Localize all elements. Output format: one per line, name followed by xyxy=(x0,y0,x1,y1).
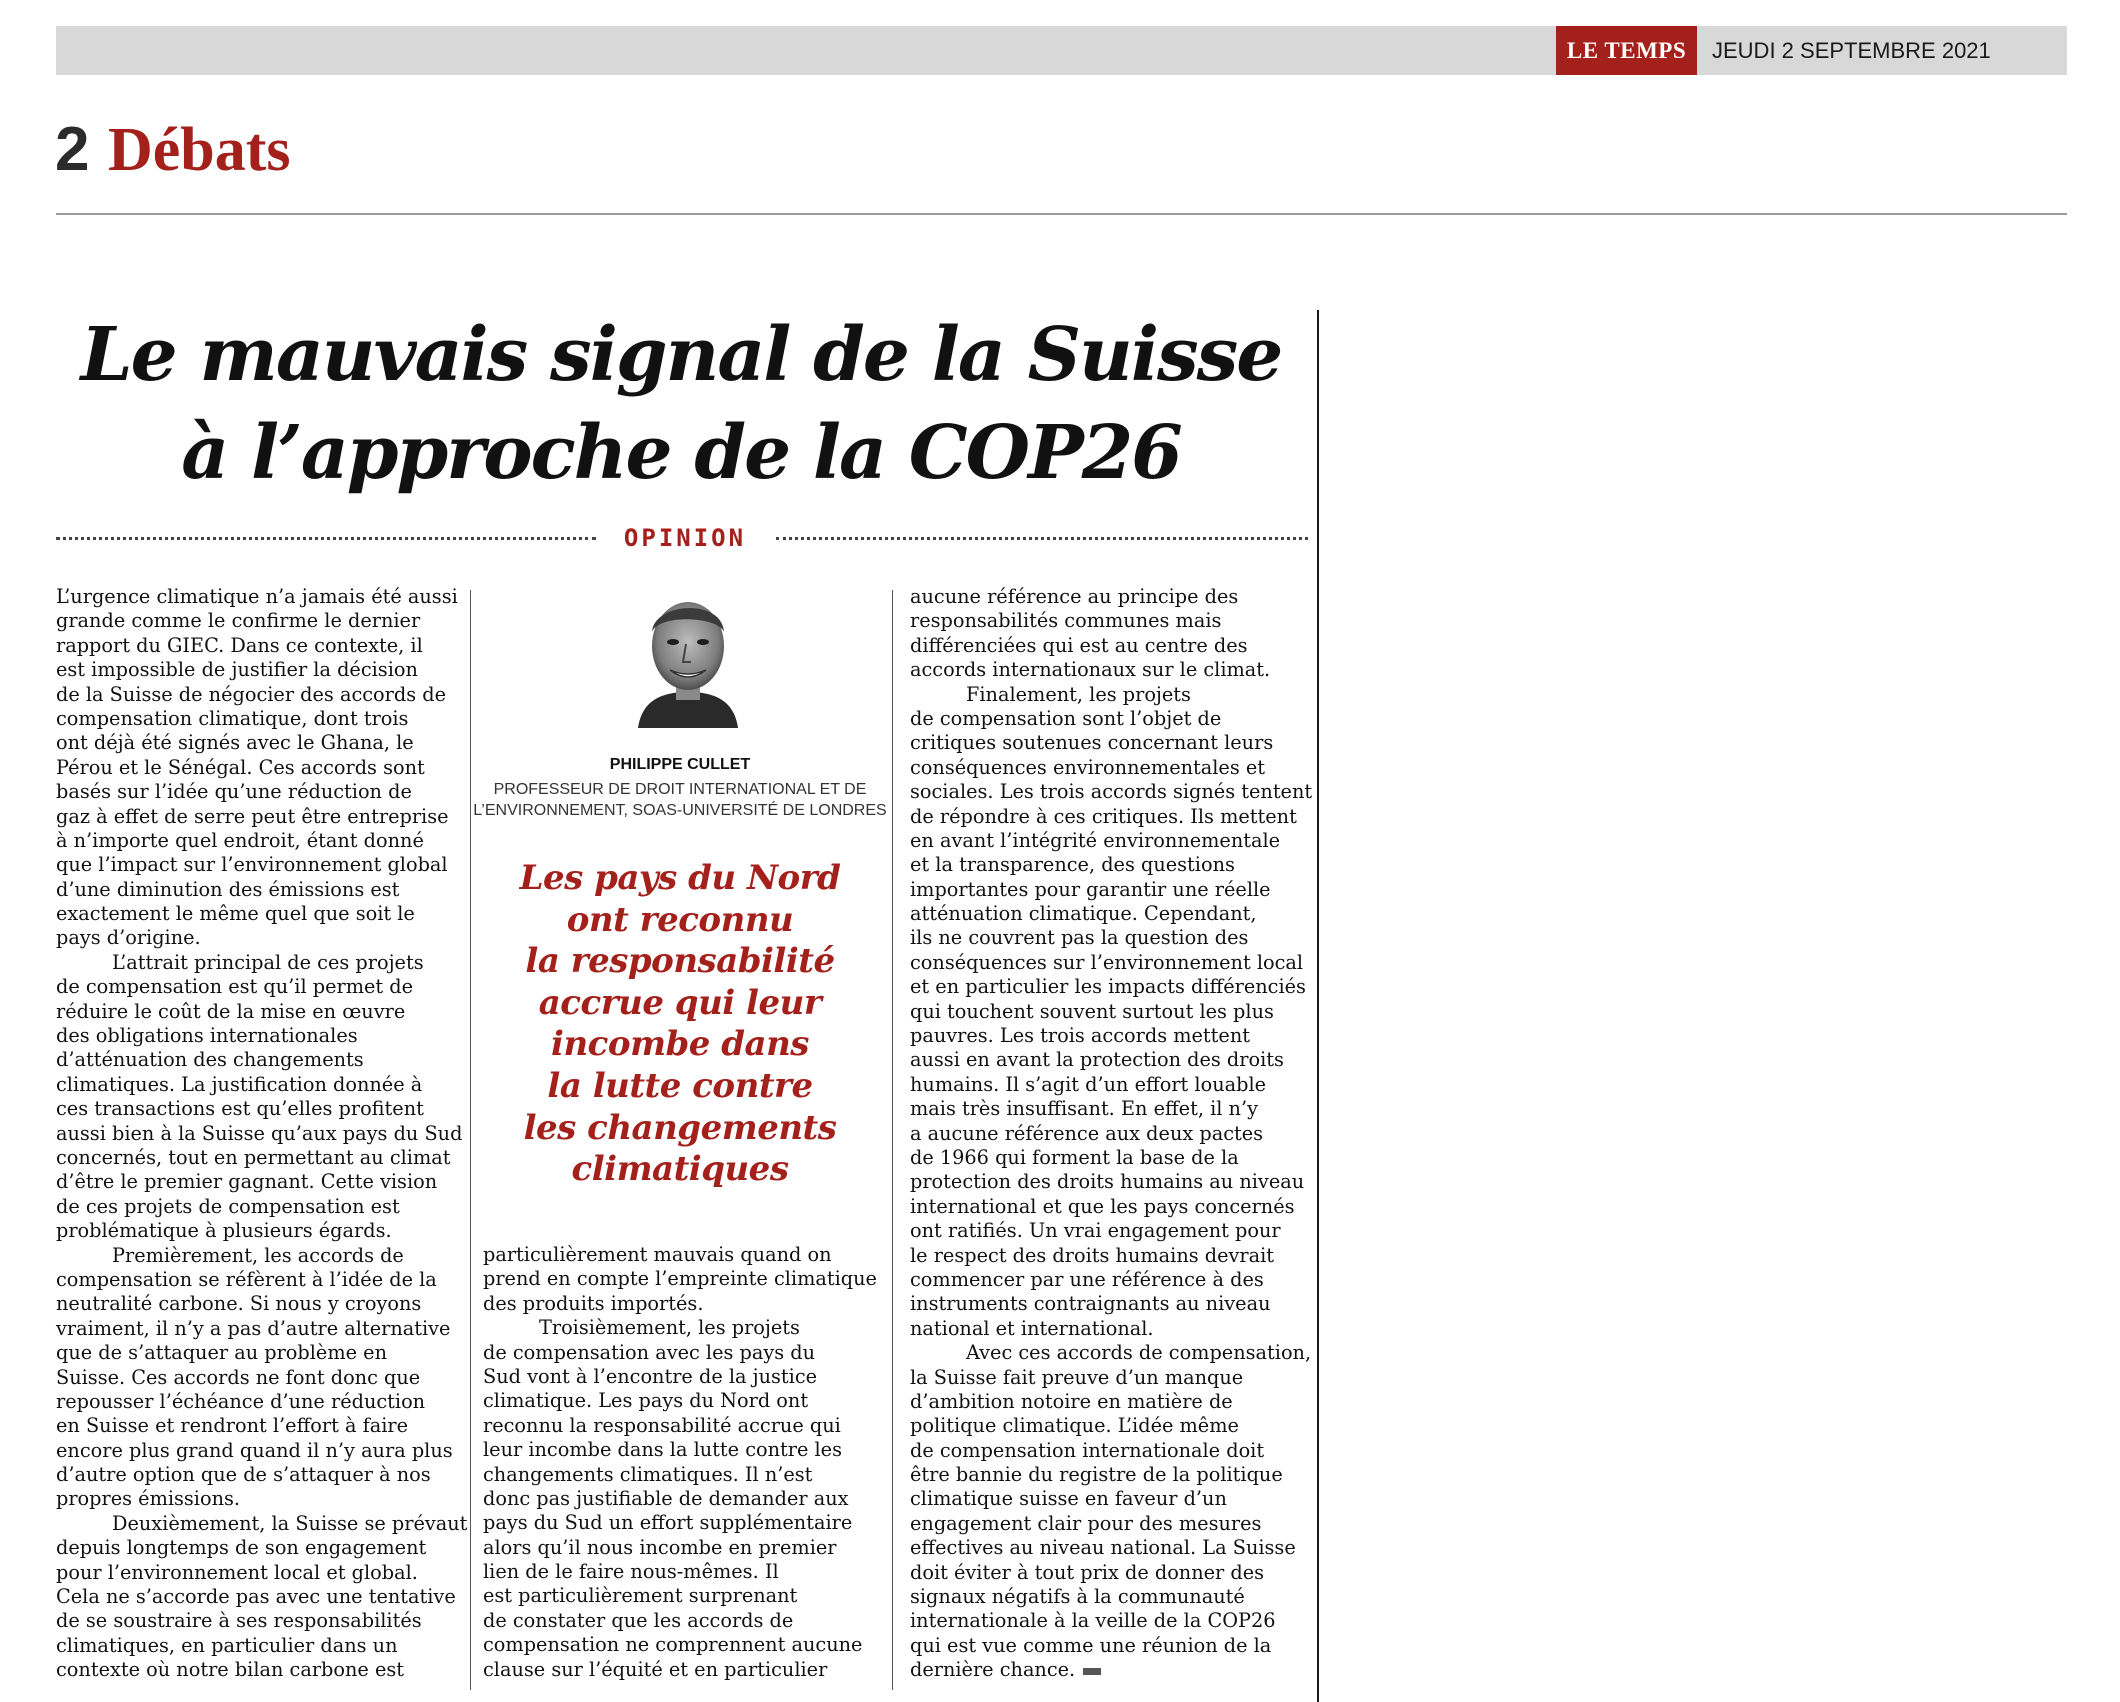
text-line: en avant l’intégrité environnementale xyxy=(910,828,1281,852)
text-line: est impossible de justifier la décision xyxy=(56,658,418,682)
text-line: engagement clair pour des mesures xyxy=(910,1511,1262,1535)
text-line: critiques soutenues concernant leurs xyxy=(910,731,1274,755)
headline-line: Le mauvais signal de la Suisse xyxy=(80,312,1282,398)
text-line: réduire le coût de la mise en œuvre xyxy=(56,999,406,1023)
text-line: de la Suisse de négocier des accords de xyxy=(56,682,446,706)
text-line: des produits importés. xyxy=(483,1291,704,1315)
author-title-line: L’ENVIRONNEMENT, SOAS-UNIVERSITÉ DE LONDRES xyxy=(473,802,887,819)
text-line: pays d’origine. xyxy=(56,926,201,950)
text-line: climatique. Les pays du Nord ont xyxy=(483,1389,809,1413)
article-column-1 xyxy=(56,585,467,1683)
text-line: Premièrement, les accords de xyxy=(112,1243,404,1267)
text-line: d’être le premier gagnant. Cette vision xyxy=(56,1170,438,1194)
text-line: Sud vont à l’encontre de la justice xyxy=(483,1364,818,1388)
column-rule xyxy=(892,590,893,1690)
text-line: ces transactions est qu’elles profitent xyxy=(56,1097,424,1121)
pull-quote-line: Les pays du Nord xyxy=(519,858,841,898)
pull-quote-line: les changements xyxy=(523,1107,837,1148)
text-line: d’une diminution des émissions est xyxy=(56,877,400,901)
text-line: qui touchent souvent surtout les plus xyxy=(910,999,1274,1023)
text-line: de compensation avec les pays du xyxy=(483,1340,816,1364)
text-line: conséquences sur l’environnement local xyxy=(910,950,1304,974)
text-line: qui est vue comme une réunion de la xyxy=(910,1633,1272,1657)
text-line: Finalement, les projets xyxy=(966,682,1191,706)
text-line: et la transparence, des questions xyxy=(910,853,1235,877)
article-column-3 xyxy=(910,585,1312,1683)
text-line: internationale à la veille de la COP26 xyxy=(910,1609,1276,1633)
text-line: depuis longtemps de son engagement xyxy=(56,1536,427,1560)
text-line: compensation ne comprennent aucune xyxy=(483,1633,863,1657)
text-line: Troisièmement, les projets xyxy=(539,1316,800,1340)
column-rule xyxy=(470,590,471,1690)
text-line: ils ne couvrent pas la question des xyxy=(910,926,1249,950)
text-line: que l’impact sur l’environnement global xyxy=(56,853,448,877)
text-line: Avec ces accords de compensation, xyxy=(966,1341,1312,1365)
pull-quote xyxy=(484,858,876,1191)
rubric-label: OPINION xyxy=(623,524,747,552)
text-line: d’ambition notoire en matière de xyxy=(910,1389,1233,1413)
text-line: neutralité carbone. Si nous y croyons xyxy=(56,1292,422,1316)
text-line: instruments contraignants au niveau xyxy=(910,1292,1271,1316)
text-line: prend en compte l’empreinte climatique xyxy=(483,1267,877,1291)
text-line: accords internationaux sur le climat. xyxy=(910,658,1271,682)
text-line: Suisse. Ces accords ne font donc que xyxy=(56,1365,421,1389)
text-line: de compensation internationale doit xyxy=(910,1438,1265,1462)
text-line: d’atténuation des changements xyxy=(56,1048,364,1072)
text-line: atténuation climatique. Cependant, xyxy=(910,902,1257,926)
page-column-divider xyxy=(1317,310,1319,1702)
text-line: de 1966 qui forment la base de la xyxy=(910,1145,1239,1169)
text-line: contexte où notre bilan carbone est xyxy=(56,1658,405,1682)
pull-quote-line: ont reconnu xyxy=(566,899,794,940)
text-line: particulièrement mauvais quand on xyxy=(483,1243,832,1266)
text-line: de compensation est qu’il permet de xyxy=(56,975,414,999)
text-line: de se soustraire à ses responsabilités xyxy=(56,1609,422,1633)
author-name: PHILIPPE CULLET xyxy=(609,756,751,773)
text-line: sociales. Les trois accords signés tentent xyxy=(910,780,1313,804)
text-line: basés sur l’idée qu’une réduction de xyxy=(56,780,412,804)
text-line: pays du Sud un effort supplémentaire xyxy=(483,1511,853,1535)
text-line: alors qu’il nous incombe en premier xyxy=(483,1535,837,1559)
text-line: à n’importe quel endroit, étant donné xyxy=(56,828,424,852)
pull-quote-line: incombe dans xyxy=(551,1024,809,1065)
text-line: aussi en avant la protection des droits xyxy=(910,1048,1284,1072)
text-line: clause sur l’équité et en particulier xyxy=(483,1657,828,1681)
text-line: différenciées qui est au centre des xyxy=(910,633,1248,657)
text-line: L’urgence climatique n’a jamais été aussi xyxy=(56,585,458,608)
publication-date: JEUDI 2 SEPTEMBRE 2021 xyxy=(1712,37,1991,63)
text-line: ont déjà été signés avec le Ghana, le xyxy=(56,731,414,755)
text-line: national et international. xyxy=(910,1316,1154,1340)
text-line: donc pas justifiable de demander aux xyxy=(483,1486,849,1510)
text-line: est particulièrement surprenant xyxy=(483,1584,798,1608)
rubric-dotted-rule-right xyxy=(776,537,1308,540)
text-line: reconnu la responsabilité accrue qui xyxy=(483,1413,841,1437)
text-line: grande comme le confirme le dernier xyxy=(56,609,421,633)
text-line: aucune référence au principe des xyxy=(910,585,1239,608)
text-line: effectives au niveau national. La Suisse xyxy=(910,1536,1296,1560)
text-line: compensation climatique, dont trois xyxy=(56,706,409,730)
author-title xyxy=(470,779,890,821)
text-line: d’autre option que de s’attaquer à nos xyxy=(56,1463,431,1487)
text-line: dernière chance. xyxy=(910,1658,1076,1682)
text-line: climatiques, en particulier dans un xyxy=(56,1633,398,1657)
text-line: des obligations internationales xyxy=(56,1024,358,1048)
text-line: vraiment, il n’y a pas d’autre alternative xyxy=(56,1316,451,1340)
text-line: propres émissions. xyxy=(56,1487,241,1511)
pull-quote-line: la lutte contre xyxy=(547,1065,813,1106)
author-title-line: PROFESSEUR DE DROIT INTERNATIONAL ET DE xyxy=(493,781,867,798)
text-line: commencer par une référence à des xyxy=(910,1267,1264,1291)
text-line: climatique suisse en faveur d’un xyxy=(910,1487,1227,1511)
text-line: compensation se réfèrent à l’idée de la xyxy=(56,1267,437,1291)
text-line: encore plus grand quand il n’y aura plus xyxy=(56,1438,453,1462)
text-line: exactement le même quel que soit le xyxy=(56,902,415,926)
text-line: pauvres. Les trois accords mettent xyxy=(910,1024,1250,1048)
text-line: de compensation sont l’objet de xyxy=(910,706,1222,730)
author-portrait xyxy=(628,588,748,728)
text-line: changements climatiques. Il n’est xyxy=(483,1462,813,1486)
text-line: climatiques. La justification donnée à xyxy=(56,1072,423,1096)
text-line: politique climatique. L’idée même xyxy=(910,1414,1239,1438)
end-of-article-icon xyxy=(1083,1668,1101,1675)
text-line: rapport du GIEC. Dans ce contexte, il xyxy=(56,633,423,657)
text-line: humains. Il s’agit d’un effort louable xyxy=(910,1072,1267,1096)
page-number: 2 xyxy=(55,115,90,184)
text-line: le respect des droits humains devrait xyxy=(910,1243,1275,1267)
text-line: a aucune référence aux deux pactes xyxy=(910,1121,1264,1145)
article-headline xyxy=(56,306,1306,502)
text-line: international et que les pays concernés xyxy=(910,1194,1295,1218)
text-line: responsabilités communes mais xyxy=(910,609,1222,633)
text-line: L’attrait principal de ces projets xyxy=(112,950,424,974)
header-divider xyxy=(56,213,2067,215)
text-line: Pérou et le Sénégal. Ces accords sont xyxy=(56,755,425,779)
text-line: de constater que les accords de xyxy=(483,1608,794,1632)
text-line: importantes pour garantir une réelle xyxy=(910,877,1271,901)
pull-quote-line: la responsabilité xyxy=(525,941,835,982)
text-line: problématique à plusieurs égards. xyxy=(56,1219,392,1243)
text-line: de répondre à ces critiques. Ils mettent xyxy=(910,804,1297,828)
article-column-2 xyxy=(483,1243,877,1682)
text-line: Cela ne s’accorde pas avec une tentative xyxy=(56,1585,456,1609)
text-line: protection des droits humains au niveau xyxy=(910,1170,1305,1194)
newspaper-logo: LE TEMPS xyxy=(1556,26,1697,75)
text-line: gaz à effet de serre peut être entreprise xyxy=(56,804,449,828)
text-line: mais très insuffisant. En effet, il n’y xyxy=(910,1097,1258,1121)
section-title: Débats xyxy=(108,116,291,184)
text-line: signaux négatifs à la communauté xyxy=(910,1585,1245,1609)
text-line: pour l’environnement local et global. xyxy=(56,1560,418,1584)
text-line: de ces projets de compensation est xyxy=(56,1194,400,1218)
rubric-dotted-rule-left xyxy=(56,537,596,540)
text-line: conséquences environnementales et xyxy=(910,755,1266,779)
text-line: ont ratifiés. Un vrai engagement pour xyxy=(910,1219,1281,1243)
text-line: en Suisse et rendront l’effort à faire xyxy=(56,1414,409,1438)
text-line: leur incombe dans la lutte contre les xyxy=(483,1438,842,1462)
text-line: et en particulier les impacts différenciés xyxy=(910,975,1306,999)
text-line: lien de le faire nous-mêmes. Il xyxy=(483,1560,779,1584)
pull-quote-line: climatiques xyxy=(571,1149,789,1190)
headline-line: à l’approche de la COP26 xyxy=(181,410,1181,496)
text-line: concernés, tout en permettant au climat xyxy=(56,1145,451,1169)
text-line: repousser l’échéance d’une réduction xyxy=(56,1389,426,1413)
text-line: Deuxièmement, la Suisse se prévaut xyxy=(112,1511,468,1535)
pull-quote-line: accrue qui leur xyxy=(538,982,822,1023)
text-line: que de s’attaquer au problème en xyxy=(56,1341,387,1365)
text-line: doit éviter à tout prix de donner des xyxy=(910,1560,1265,1584)
text-line-final xyxy=(910,1658,1312,1682)
text-line: aussi bien à la Suisse qu’aux pays du Sud xyxy=(56,1121,463,1145)
text-line: être bannie du registre de la politique xyxy=(910,1463,1283,1487)
text-line: la Suisse fait preuve d’un manque xyxy=(910,1365,1244,1389)
